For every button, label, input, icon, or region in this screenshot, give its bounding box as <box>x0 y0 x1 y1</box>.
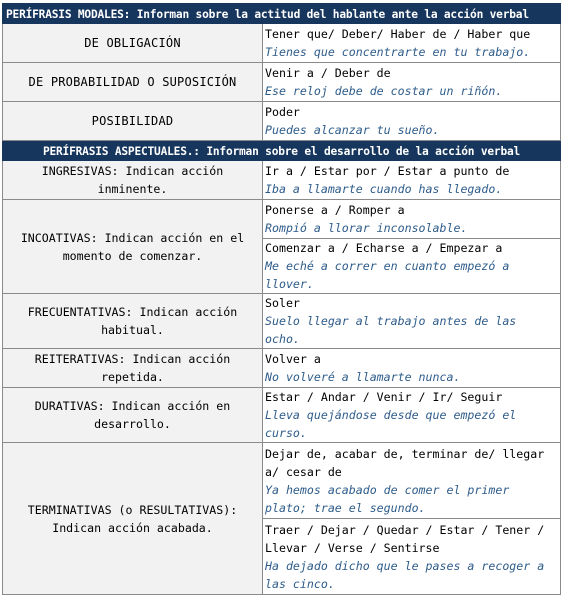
row-label-posibilidad: POSIBILIDAD <box>3 102 263 141</box>
example-text: Suelo llegar al trabajo antes de las ocho. <box>265 314 517 346</box>
category-desc: Indican acción habitual. <box>101 305 238 337</box>
table-row <box>3 388 561 443</box>
modales-header <box>3 4 561 24</box>
phrase-text: Comenzar a / Echarse a / Empezar a <box>265 241 503 255</box>
category-name: DURATIVAS: <box>34 399 105 413</box>
phrase-text: Ir a / Estar por / Estar a punto de <box>265 164 510 178</box>
row-label-frecuentativas <box>3 294 263 349</box>
modales-header-desc: Informan sobre la actitud del hablante ante la acción verbal <box>130 7 529 21</box>
phrase-text: Ponerse a / Romper a <box>265 203 405 217</box>
row-content-posibilidad <box>263 102 561 141</box>
phrase-text: Tener que/ Deber/ Haber de / Haber que <box>265 27 531 41</box>
category-desc: Indican acción acabada. <box>52 520 213 535</box>
row-label-ingresivas <box>3 161 263 200</box>
aspectuales-header <box>3 141 561 161</box>
table-row <box>3 102 561 141</box>
category-desc: Indican acción repetida. <box>101 352 231 384</box>
category-name: REITERATIVAS: <box>34 352 126 366</box>
row-content-terminativas-2 <box>263 519 561 595</box>
row-label-incoativas <box>3 200 263 294</box>
category-name: INGRESIVAS: <box>41 164 119 178</box>
table-row <box>3 200 561 239</box>
modales-header-title: PERÍFRASIS MODALES: <box>6 7 131 21</box>
row-content-ingresivas <box>263 161 561 200</box>
row-content-frecuentativas <box>263 294 561 349</box>
category-desc: Indican acción inminente. <box>97 164 224 196</box>
row-label-obligacion: DE OBLIGACIÓN <box>3 24 263 63</box>
table-row <box>3 24 561 63</box>
aspectuales-header-desc: Informan sobre el desarrollo de la acción verbal <box>199 144 521 158</box>
row-label-durativas <box>3 388 263 443</box>
periphrasis-table-document <box>2 3 560 595</box>
row-label-terminativas <box>3 443 263 595</box>
category-desc: Indican acción en desarrollo. <box>94 399 231 431</box>
category-name: TERMINATIVAS (o RESULTATIVAS): <box>27 502 238 517</box>
example-text: Rompió a llorar inconsolable. <box>265 221 468 235</box>
table-row <box>3 63 561 102</box>
aspectuales-header-row <box>3 141 561 161</box>
category-name: FRECUENTATIVAS: <box>27 305 133 319</box>
row-content-incoativas-1 <box>263 200 561 239</box>
phrase-text: Soler <box>265 296 300 310</box>
example-text: Ese reloj debe de costar un riñón. <box>265 84 503 98</box>
row-content-reiterativas <box>263 349 561 388</box>
row-content-obligacion <box>263 24 561 63</box>
phrase-text: Poder <box>265 105 300 119</box>
modales-header-row <box>3 4 561 24</box>
table-row <box>3 443 561 519</box>
row-content-probabilidad <box>263 63 561 102</box>
example-text: Iba a llamarte cuando has llegado. <box>265 182 503 196</box>
example-text: Lleva quejándose desde que empezó el curso. <box>265 408 517 440</box>
row-content-incoativas-2 <box>263 239 561 294</box>
category-name: INCOATIVAS: <box>20 230 98 245</box>
example-text: Ya hemos acabado de comer el primer plato; trae el segundo. <box>265 482 510 515</box>
periphrasis-table <box>2 3 561 595</box>
row-label-probabilidad: DE PROBABILIDAD O SUPOSICIÓN <box>3 63 263 102</box>
table-row <box>3 294 561 349</box>
example-text: Me eché a correr en cuanto empezó a llover. <box>265 259 510 291</box>
phrase-text: Venir a / Deber de <box>265 66 391 80</box>
phrase-text: Dejar de, acabar de, terminar de/ llegar a/ cesar de <box>265 446 545 479</box>
example-text: No volveré a llamarte nunca. <box>265 370 461 384</box>
example-text: Ha dejado dicho que le pases a recoger a las cinco. <box>265 558 545 591</box>
phrase-text: Traer / Dejar / Quedar / Estar / Tener / Llevar / Verse / Sentirse <box>265 522 545 555</box>
example-text: Tienes que concentrarte en tu trabajo. <box>265 45 531 59</box>
phrase-text: Volver a <box>265 352 321 366</box>
table-row <box>3 161 561 200</box>
category-desc: Indican acción en el momento de comenzar. <box>62 230 245 263</box>
row-label-reiterativas <box>3 349 263 388</box>
row-content-durativas <box>263 388 561 443</box>
example-text: Puedes alcanzar tu sueño. <box>265 123 440 137</box>
phrase-text: Estar / Andar / Venir / Ir/ Seguir <box>265 390 503 404</box>
aspectuales-header-title: PERÍFRASIS ASPECTUALES.: <box>42 144 200 158</box>
row-content-terminativas-1 <box>263 443 561 519</box>
table-row <box>3 349 561 388</box>
